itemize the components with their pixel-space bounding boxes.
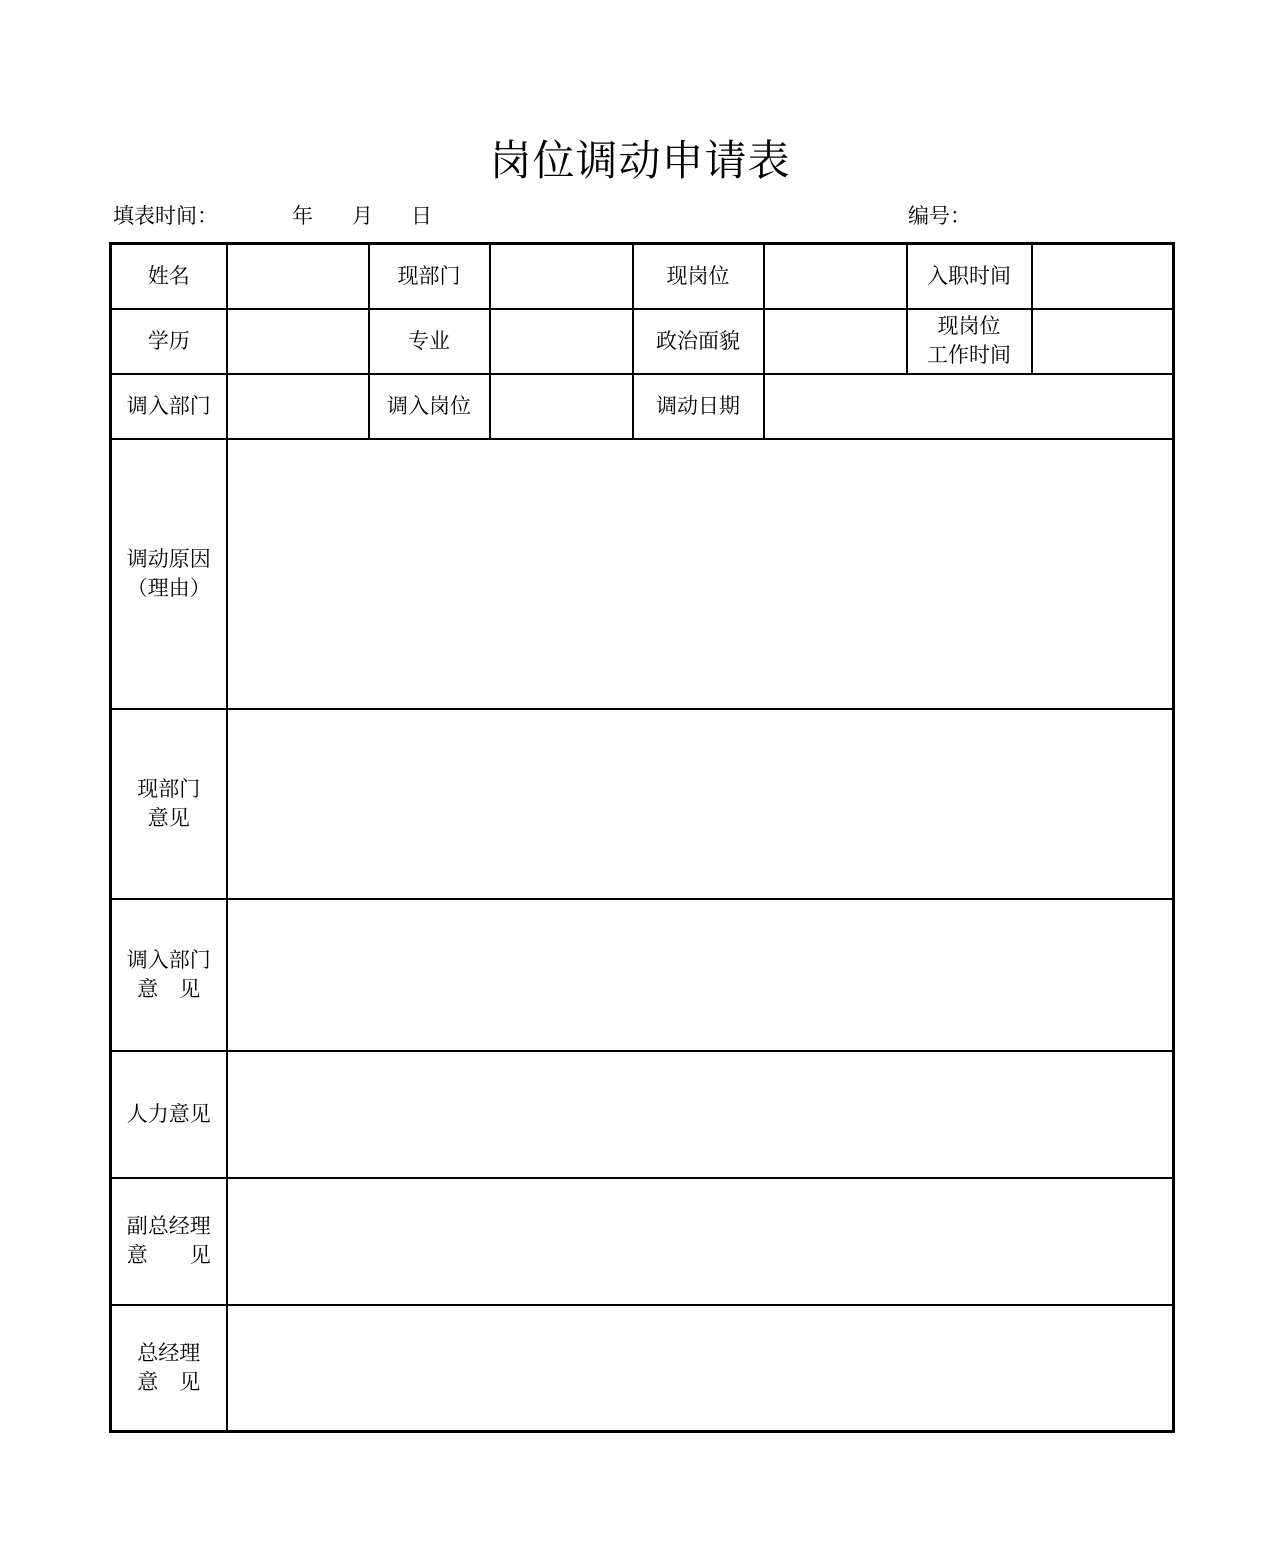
transfer-date-field[interactable]	[764, 374, 1174, 439]
position-tenure-label: 现岗位 工作时间	[907, 309, 1032, 374]
transfer-reason-field[interactable]	[227, 439, 1174, 709]
day-label: 日	[411, 204, 432, 228]
transfer-dept-opinion-label: 调入部门 意 见	[111, 899, 227, 1051]
vice-gm-opinion-label: 副总经理 意 见	[111, 1178, 227, 1305]
major-label: 专业	[369, 309, 490, 374]
transfer-dept-label: 调入部门	[111, 374, 227, 439]
transfer-reason-label: 调动原因 （理由）	[111, 439, 227, 709]
position-tenure-field[interactable]	[1032, 309, 1174, 374]
hr-opinion-label: 人力意见	[111, 1051, 227, 1178]
political-status-field[interactable]	[764, 309, 907, 374]
hr-opinion-field[interactable]	[227, 1051, 1174, 1178]
hire-date-label: 入职时间	[907, 244, 1032, 309]
current-dept-opinion-label: 现部门 意见	[111, 709, 227, 899]
current-position-label: 现岗位	[633, 244, 764, 309]
transfer-position-field[interactable]	[490, 374, 633, 439]
transfer-dept-opinion-field[interactable]	[227, 899, 1174, 1051]
month-label: 月	[352, 204, 373, 228]
form-number-label: 编号：	[908, 204, 971, 228]
education-label: 学历	[111, 309, 227, 374]
gm-opinion-label: 总经理 意 见	[111, 1305, 227, 1432]
major-field[interactable]	[490, 309, 633, 374]
transfer-form-table	[109, 242, 1175, 1433]
transfer-date-label: 调动日期	[633, 374, 764, 439]
name-field[interactable]	[227, 244, 369, 309]
transfer-position-label: 调入岗位	[369, 374, 490, 439]
current-dept-field[interactable]	[490, 244, 633, 309]
year-label: 年	[292, 204, 313, 228]
vice-gm-opinion-field[interactable]	[227, 1178, 1174, 1305]
gm-opinion-field[interactable]	[227, 1305, 1174, 1432]
transfer-dept-field[interactable]	[227, 374, 369, 439]
current-dept-opinion-field[interactable]	[227, 709, 1174, 899]
political-status-label: 政治面貌	[633, 309, 764, 374]
hire-date-field[interactable]	[1032, 244, 1174, 309]
fill-date-label: 填表时间：	[113, 204, 218, 228]
current-dept-label: 现部门	[369, 244, 490, 309]
name-label: 姓名	[111, 244, 227, 309]
education-field[interactable]	[227, 309, 369, 374]
page-title: 岗位调动申请表	[489, 136, 791, 185]
current-position-field[interactable]	[764, 244, 907, 309]
